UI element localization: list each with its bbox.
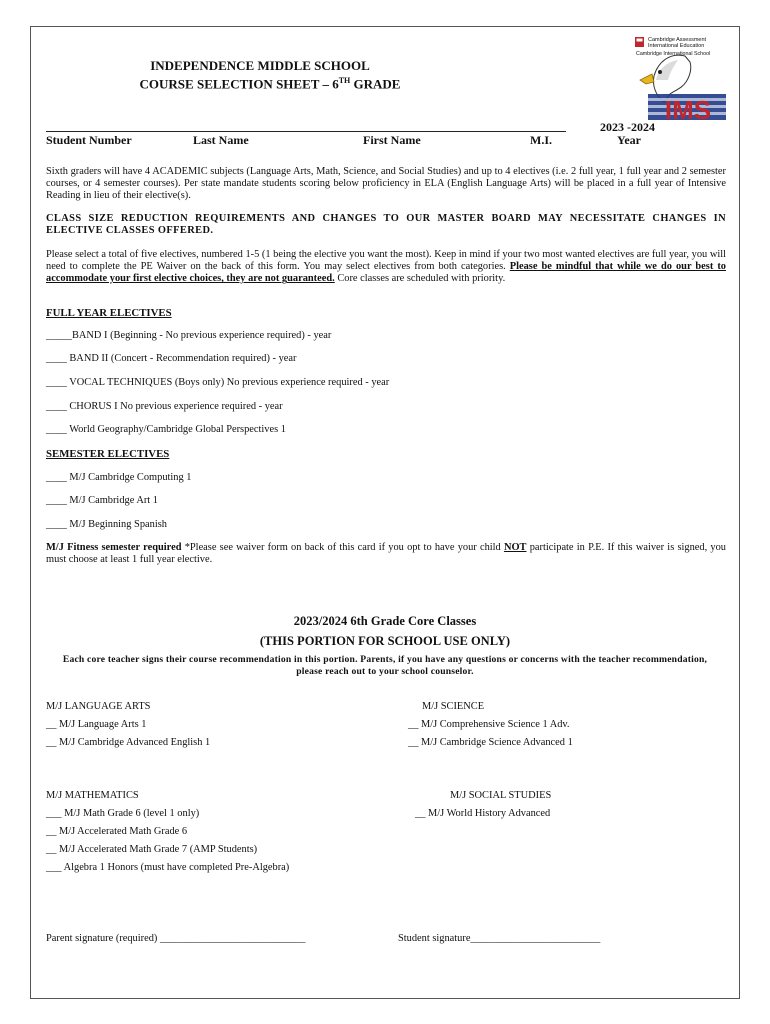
logo-letters: IMS — [664, 95, 712, 124]
elective-world-geography[interactable]: ____ World Geography/Cambridge Global Perspectives 1 — [46, 424, 286, 435]
core-accel-math-6[interactable]: __ M/J Accelerated Math Grade 6 — [46, 826, 188, 837]
science-heading: M/J SCIENCE — [422, 701, 485, 712]
logo-line3: Cambridge International School — [636, 51, 711, 57]
class-size-notice: CLASS SIZE REDUCTION REQUIREMENTS AND CHANGES TO OUR MASTER BOARD MAY NECESSITATE CHANGES IN ELECTIVE CLASSES OFFERED. — [46, 213, 726, 237]
full-year-heading: FULL YEAR ELECTIVES — [46, 307, 172, 319]
logo-line1: Cambridge Assessment — [648, 37, 707, 43]
elective-vocal-techniques[interactable]: ____ VOCAL TECHNIQUES (Boys only) No previous experience required - year — [46, 377, 390, 388]
school-name: INDEPENDENCE MIDDLE SCHOOL — [150, 58, 370, 73]
core-math-6[interactable]: ___ M/J Math Grade 6 (level 1 only) — [46, 808, 200, 819]
student-number-label: Student Number — [46, 133, 132, 147]
core-algebra-1[interactable]: ___ Algebra 1 Honors (must have completed Pre-Algebra) — [46, 862, 290, 873]
core-subtitle: (THIS PORTION FOR SCHOOL USE ONLY) — [259, 634, 511, 648]
student-signature[interactable]: Student signature_________________________ — [398, 933, 601, 944]
math-heading: M/J MATHEMATICS — [46, 790, 139, 801]
core-cambridge-science[interactable]: __ M/J Cambridge Science Advanced 1 — [408, 737, 573, 748]
name-line — [46, 131, 566, 132]
elective-chorus-1[interactable]: ____ CHORUS I No previous experience required - year — [46, 401, 283, 412]
language-arts-heading: M/J LANGUAGE ARTS — [46, 701, 151, 712]
core-world-history[interactable]: __ M/J World History Advanced — [415, 808, 551, 819]
elective-art[interactable]: ____ M/J Cambridge Art 1 — [46, 495, 158, 506]
parent-signature[interactable]: Parent signature (required) ____________________________ — [46, 933, 306, 944]
year-label: Year — [617, 133, 641, 147]
core-accel-math-7[interactable]: __ M/J Accelerated Math Grade 7 (AMP Students) — [46, 844, 258, 855]
elective-computing[interactable]: ____ M/J Cambridge Computing 1 — [46, 472, 192, 483]
elective-instructions: Please select a total of five electives, numbered 1-5 (1 being the elective you want the most). Keep in mind if your two most wanted electives are full year, you will need to complete the PE Waiver on the back of this form. You may select electives from both categories. Please be mindful that while we do our best to accommodate your first elective choices, they are not guaranteed. Core classes are scheduled with priority. — [46, 249, 726, 285]
first-name-label: First Name — [363, 133, 421, 147]
core-note: Each core teacher signs their course recommendation in this portion. Parents, if you have any questions or concerns with the teacher recommendation, please reach out to your school counselor. — [62, 654, 708, 677]
mi-label: M.I. — [530, 133, 552, 147]
elective-spanish[interactable]: ____ M/J Beginning Spanish — [46, 519, 167, 530]
elective-band-1[interactable]: _____BAND I (Beginning - No previous experience required) - year — [46, 330, 332, 341]
year-value: 2023 -2024 — [600, 120, 655, 134]
core-comprehensive-science[interactable]: __ M/J Comprehensive Science 1 Adv. — [408, 719, 570, 730]
last-name-label: Last Name — [193, 133, 249, 147]
core-title: 2023/2024 6th Grade Core Classes — [293, 614, 477, 628]
fitness-notice: M/J Fitness semester required *Please see waiver form on back of this card if you opt to have your child NOT participate in P.E. If this waiver is signed, you must choose at least 1 full year elective. — [46, 542, 726, 566]
school-logo — [630, 34, 730, 124]
social-studies-heading: M/J SOCIAL STUDIES — [450, 790, 552, 801]
sheet-title: COURSE SELECTION SHEET – 6TH GRADE — [139, 76, 401, 92]
core-cambridge-english[interactable]: __ M/J Cambridge Advanced English 1 — [46, 737, 211, 748]
semester-heading: SEMESTER ELECTIVES — [46, 448, 170, 460]
logo-line2: International Education — [648, 43, 705, 49]
core-language-arts-1[interactable]: __ M/J Language Arts 1 — [46, 719, 147, 730]
not-guaranteed-notice: Please be mindful that while we do our best to accommodate your first elective choices, they are not guaranteed. — [46, 261, 726, 285]
intro-paragraph: Sixth graders will have 4 ACADEMIC subjects (Language Arts, Math, Science, and Social Studies) and up to 4 electives (i.e. 2 full year, 1 full year and 2 semester courses, or 4 semester courses). Per state mandate students scoring below proficiency in ELA (English Language Arts) will be placed in a full year of Intensive Reading in lieu of their elective(s). — [46, 166, 726, 202]
elective-band-2[interactable]: ____ BAND II (Concert - Recommendation required) - year — [46, 353, 297, 364]
